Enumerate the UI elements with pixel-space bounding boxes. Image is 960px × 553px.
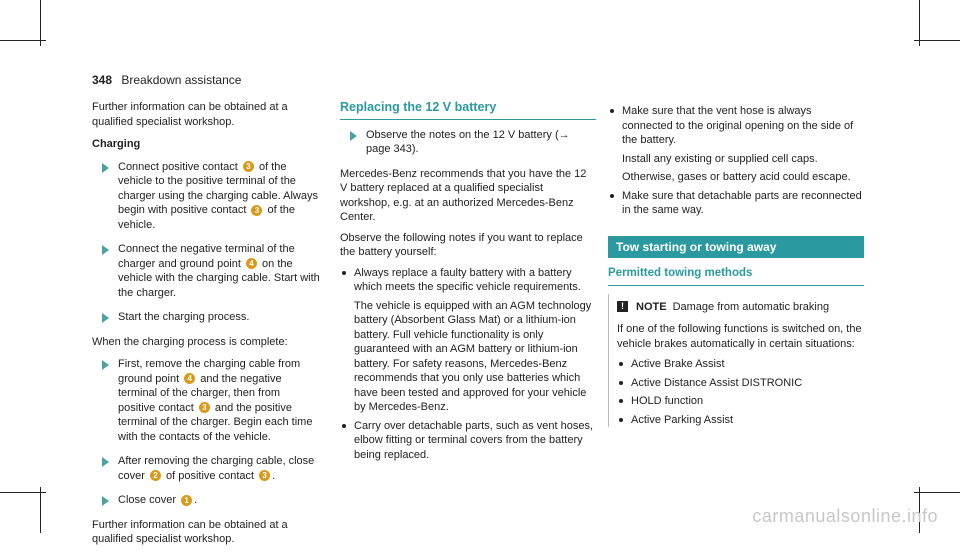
callout-3-icon: 3 <box>251 205 262 216</box>
towing-subheading: Permitted towing methods <box>608 266 864 286</box>
arrow-icon <box>102 313 109 323</box>
list-item: Active Parking Assist <box>617 413 864 428</box>
note-body: If one of the following functions is switched on, the vehicle brakes automatically in certain situations: <box>617 323 862 350</box>
callout-1-icon: 1 <box>181 495 192 506</box>
crop-mark <box>0 492 46 493</box>
crop-mark <box>0 40 46 41</box>
callout-3-icon: 3 <box>259 470 270 481</box>
arrow-icon <box>102 360 109 370</box>
complete-text: When the charging process is complete: <box>92 335 288 348</box>
step-item: After removing the charging cable, close cover 2 of positive contact 3 . <box>92 454 320 483</box>
charging-heading: Charging <box>92 138 141 150</box>
paragraph: Mercedes-Benz recommends that you have the 12 V battery replaced at a qualified specialist workshop, e.g. at an authorized Mercedes-Benz Center. <box>340 167 587 223</box>
watermark: carmanualsonline.info <box>752 506 938 526</box>
note-label: NOTE <box>636 300 667 313</box>
battery-heading: Replacing the 12 V battery <box>340 100 596 120</box>
callout-4-icon: 4 <box>246 258 257 269</box>
arrow-icon <box>102 457 109 467</box>
step-item: Start the charging process. <box>92 310 320 325</box>
page-header <box>92 73 241 87</box>
arrow-icon <box>102 245 109 255</box>
list-item: Always replace a faulty battery with a battery which meets the specific vehicle requirements. The vehicle is equipped with an AGM technology battery (Absorbent Glass Mat) or a lithium-ion battery. Full vehicle functionality is only guaranteed with an AGM battery or lithium-ion battery. For safety reasons, Mercedes-Benz recommends that you only use batteries which have been tested and approved for your vehicle by Mercedes-Benz. <box>340 266 596 415</box>
step-item: Observe the notes on the 12 V battery (→ page 343). <box>340 128 596 157</box>
step-item: Connect the negative terminal of the charger and ground point 4 on the vehicle with the charging cable. Start with the charger. <box>92 242 320 300</box>
list-item: Make sure that the vent hose is always connected to the original opening on the side of the battery. Install any existing or supplied cell caps. Otherwise, gases or battery acid could escape. <box>608 104 864 185</box>
crop-mark <box>914 492 960 493</box>
note-box <box>608 294 864 428</box>
crop-mark <box>40 487 41 533</box>
outro-text: Further information can be obtained at a qualified specialist workshop. <box>92 518 288 545</box>
arrow-icon <box>350 131 357 141</box>
paragraph: Observe the following notes if you want to replace the battery yourself: <box>340 231 583 258</box>
arrow-icon <box>102 163 109 173</box>
page-number: 348 <box>92 73 113 87</box>
note-header <box>617 300 864 315</box>
warning-icon: ! <box>617 301 628 312</box>
list-item: Carry over detachable parts, such as vent hoses, elbow fitting or terminal covers from the battery being replaced. <box>340 419 596 463</box>
callout-3-icon: 3 <box>199 402 210 413</box>
list-item: Active Brake Assist <box>617 357 864 372</box>
step-item: First, remove the charging cable from ground point 4 and the negative terminal of the charger, then from positive contact 3 and the positive terminal of the charger. Begin each time with the contacts of the vehicle. <box>92 357 320 444</box>
column-charging <box>92 100 320 553</box>
section-title: Breakdown assistance <box>121 73 242 87</box>
list-item: Active Distance Assist DISTRONIC <box>617 376 864 391</box>
column-battery <box>340 100 596 466</box>
callout-4-icon: 4 <box>184 373 195 384</box>
callout-3-icon: 3 <box>243 161 254 172</box>
crop-mark <box>914 40 960 41</box>
callout-2-icon: 2 <box>150 470 161 481</box>
step-item: Connect positive contact 3 of the vehicle to the positive terminal of the charger using the charging cable. Always begin with positive contact 3 of the vehicle. <box>92 160 320 233</box>
intro-text: Further information can be obtained at a qualified specialist workshop. <box>92 101 288 128</box>
towing-heading: Tow starting or towing away <box>608 236 864 259</box>
note-title: Damage from automatic braking <box>672 300 830 313</box>
arrow-icon <box>102 496 109 506</box>
column-towing <box>608 100 864 431</box>
list-item: HOLD function <box>617 394 864 409</box>
step-item: Close cover 1 . <box>92 493 320 508</box>
list-item: Make sure that detachable parts are reconnected in the same way. <box>608 189 864 218</box>
